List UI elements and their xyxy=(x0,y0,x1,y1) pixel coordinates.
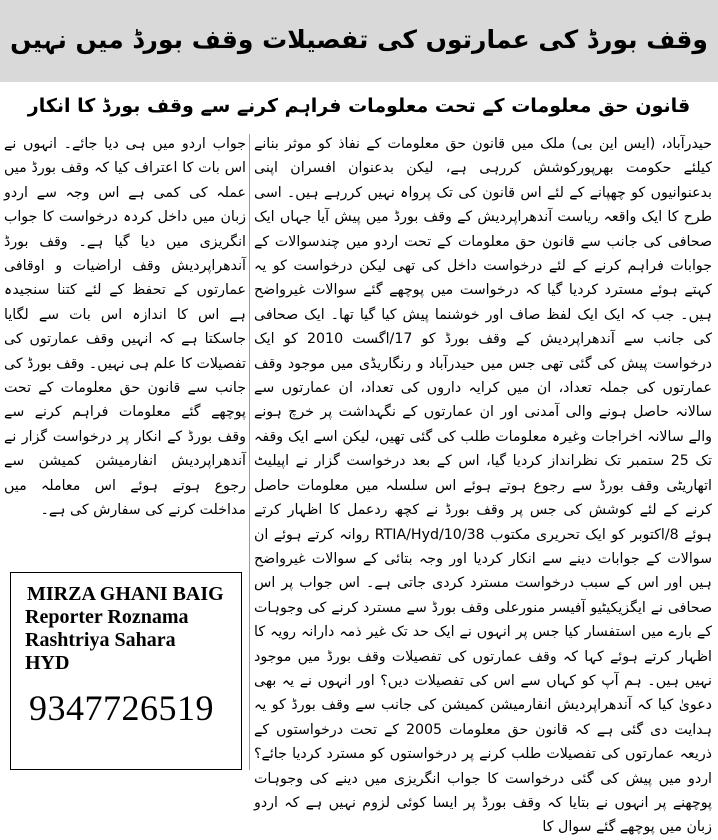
reporter-title: Reporter Roznama xyxy=(25,606,189,628)
article-body-left: جواب اردو میں ہی دیا جائے۔ انہوں نے اس بات کا اعتراف کیا کہ وقف بورڈ میں عملہ کی کمی ہے اس وجہ سے اردو زبان میں داخل کردہ درخواست کا جواب انگریزی میں دیا گیا ہے۔ وقف بورڈ آندھراپردیش وقف اراضیات و اوقافی عمارتوں کے تحفظ کے لئے کتنا سنجیدہ ہے اس کا اندازہ اس بات سے لگایا جاسکتا ہے کہ انہیں وقف عمارتوں کی تفصیلات کا علم ہی نہیں۔ وقف بورڈ کی جانب سے قانون حق معلومات کے تحت پوچھے گئے معلومات فراہم کرنے سے وقف بورڈ کے انکار پر درخواست گزار نے آندھراپردیش انفارمیشن کمیشن سے رجوع ہوتے ہوئے اس معاملہ میں مداخلت کرنے کی سفارش کی ہے۔ xyxy=(4,136,246,519)
reporter-phone: 9347726519 xyxy=(29,688,214,728)
newspaper-name: Rashtriya Sahara xyxy=(25,629,176,651)
column-divider xyxy=(249,134,250,770)
reporter-credit-box xyxy=(10,572,242,770)
subheadline: قانون حق معلومات کے تحت معلومات فراہم کرنے سے وقف بورڈ کا انکار xyxy=(27,95,691,117)
reporter-name: MIRZA GHANI BAIG xyxy=(27,583,224,605)
article-column-right xyxy=(254,132,713,836)
reporter-city: HYD xyxy=(25,652,70,674)
article-body-right: حیدرآباد، (ایس این بی) ملک میں قانون حق معلومات کے نفاذ کو موثر بنانے کیلئے حکومت بھرپورکوشش کررہی ہے، لیکن بدعنوان افسران اپنی بدعنوانیوں کو چھپانے کے لئے اس قانون کی تک پرواہ نہیں کررہے ہیں۔ اسی طرح کا ایک واقعہ ریاست آندھراپردیش کے وقف بورڈ میں پیش آیا جہاں ایک صحافی کی جانب سے قانون حق معلومات کے تحت اردو میں چندسوالات کے جوابات فراہم کرنے کے لئے درخواست داخل کی تھی لیکن درخواست کو یہ کہتے ہوئے مسترد کردیا گیا کہ درخواست میں پوچھے گئے سوالات غیرواضح ہیں۔ جب کہ ایک ایک لفظ صاف اور خوشنما پیش کیا گیا تھا۔ ایک صحافی کی جانب سے آندھراپردیش کے وقف بورڈ کو 17/اگست 2010 کو ایک درخواست پیش کی گئی تھی جس میں حیدرآباد و رنگاریڈی میں موجود وقف عمارتوں کی جملہ تعداد، ان میں کرایہ داروں کی تعداد، ان عمارتوں سے سالانہ حاصل ہونے والی آمدنی اور ان عمارتوں کے نگہداشت پر خرچ ہونے والے سالانہ اخراجات وغیرہ معلومات طلب کی گئی تھیں، لیکن اسے ایک وقفہ تک 25 ستمبر تک نظرانداز کردیا گیا، اس کے بعد درخواست گزار نے اپیلیٹ اتھاریٹی وقف بورڈ سے رجوع ہوتے ہوئے اس سلسلہ میں معلومات حاصل کرنے کے لئے کوشش کی جس پر وقف بورڈ نے کچھ ردعمل کا اظہار کرتے ہوئے 8/اکتوبر کو ایک تحریری مکتوب 38/RTIA/Hyd/10 روانہ کرتے ہوئے ان سوالات کے جوابات دینے سے انکار کردیا اور وجہ بتائی کے سوالات غیرواضح ہیں اور اس کے سبب درخواست مسترد کردی جاتی ہے۔ اس جواب پر اس صحافی نے ایگزیکیٹیو آفیسر منورعلی وقف بورڈ سے مسترد کرنے کی وجوہات کے بارے میں استفسار کیا جس پر انہوں نے ایک حد تک غیر ذمہ دارانہ رویہ کا اظہار کرتے ہوئے کہا کہ وقف عمارتوں کی تفصیلات وقف بورڈ میں موجود نہیں ہیں۔ ہم آپ کو کہاں سے اس کی تفصیلات دیں؟ اور انہوں نے یہ بھی دعویٰ کیا کہ آندھراپردیش انفارمیشن کمیشن کی جانب سے وقف بورڈ کو یہ ہدایت دی گئی ہے کہ قانون حق معلومات 2005 کے تحت درخواستوں کے ذریعہ عمارتوں کی تفصیلات طلب کرنے پر درخواستوں کو مسترد کردیا جائے؟ اردو میں پیش کی گئی درخواست کا جواب انگریزی میں دینے کی وجوہات پوچھنے پر انہوں نے بتایا کہ وقف بورڈ پر ایسا کوئی لزوم نہیں ہے کہ اردو زبان میں پوچھے گئے سوال کا xyxy=(254,136,713,836)
headline: وقف بورڈ کی عمارتوں کی تفصیلات وقف بورڈ میں نہیں xyxy=(10,25,708,54)
article-column-left xyxy=(4,132,246,560)
